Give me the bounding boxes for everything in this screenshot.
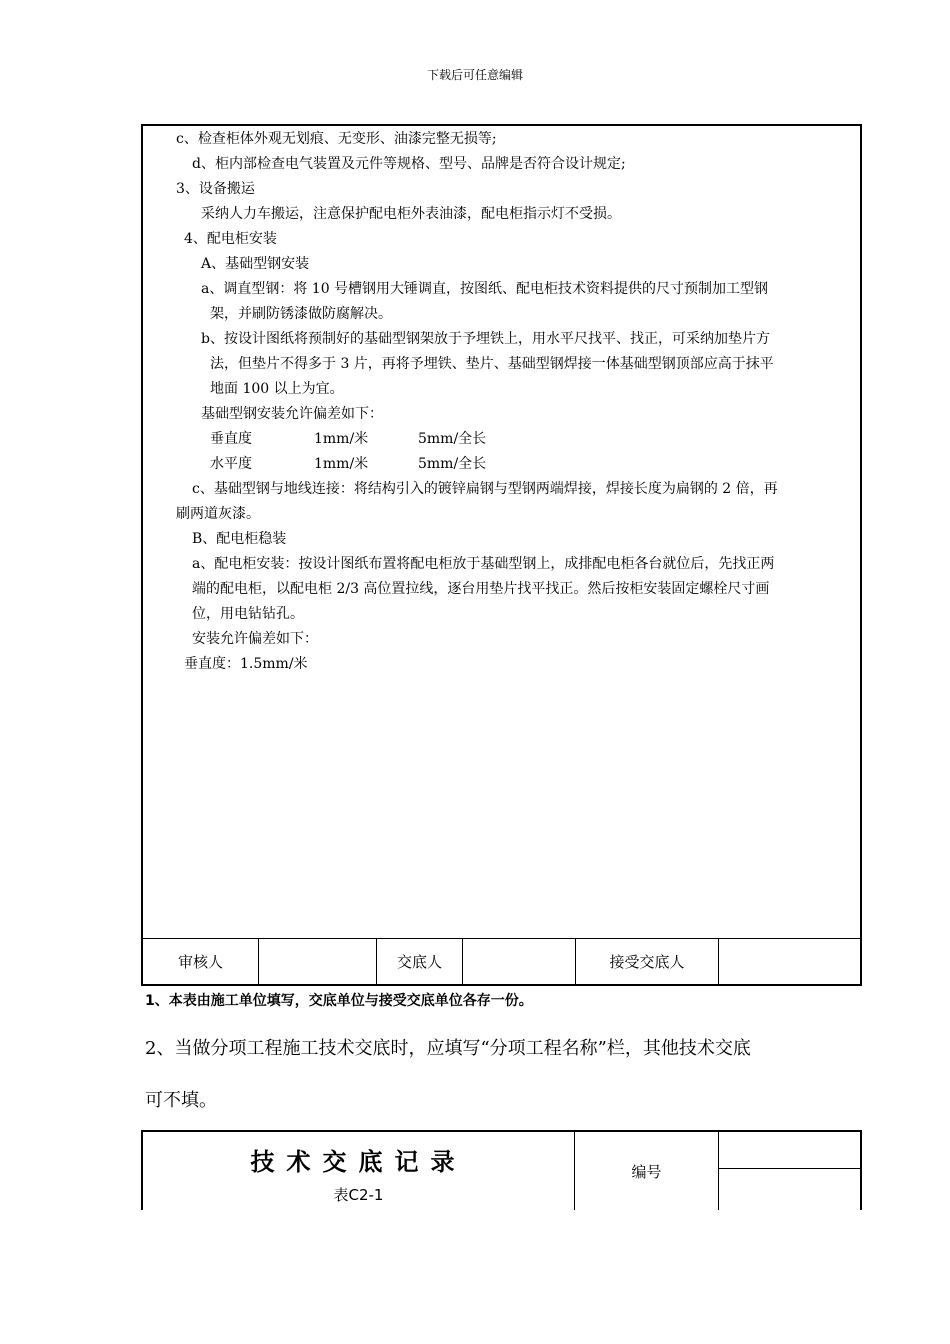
body-line: d、柜内部检查电气装置及元件等规格、型号、品牌是否符合设计规定; — [192, 156, 626, 172]
body-line: 4、配电柜安装 — [184, 231, 277, 247]
body-line: b、按设计图纸将预制好的基础型钢架放于予埋铁上，用水平尺找平、找正，可采纳加垫片方 — [201, 331, 770, 347]
tolerance-label: 垂直度 — [210, 431, 252, 447]
signature-row — [143, 938, 860, 984]
tolerance-total: 5mm/全长 — [418, 431, 487, 447]
discloser-label: 交底人 — [377, 939, 463, 984]
body-line: a、调直型钢：将 10 号槽钢用大锤调直，按图纸、配电柜技术资料提供的尺寸预制加工型钢 — [201, 281, 769, 297]
body-line: 架，并刷防锈漆做防腐解决。 — [210, 306, 392, 322]
body-line: 安装允许偏差如下： — [192, 631, 318, 647]
body-line: c、基础型钢与地线连接：将结构引入的镀锌扁钢与型钢两端焊接，焊接长度为扁钢的 2 倍，再 — [192, 481, 778, 497]
discloser-signature-field[interactable] — [463, 939, 576, 984]
tolerance-total: 5mm/全长 — [418, 456, 487, 472]
footnote-2: 2、当做分项工程施工技术交底时，应填写“分项工程名称”栏，其他技术交底 — [145, 1038, 751, 1059]
body-line: 3、设备搬运 — [176, 181, 255, 197]
body-line: A、基础型钢安装 — [201, 256, 310, 272]
body-line: c、检查柜体外观无划痕、无变形、油漆完整无损等; — [176, 131, 497, 147]
footnote-3: 可不填。 — [145, 1090, 217, 1111]
form-title-cell — [143, 1132, 575, 1210]
body-line: 采纳人力车搬运，注意保护配电柜外表油漆，配电柜指示灯不受损。 — [201, 206, 621, 222]
receiver-label: 接受交底人 — [576, 939, 719, 984]
body-line: a、配电柜安装：按设计图纸布置将配电柜放于基础型钢上，成排配电柜各台就位后，先找正两 — [192, 556, 775, 572]
tolerance-value: 1mm/米 — [314, 456, 369, 472]
disclosure-content-box — [141, 124, 862, 986]
body-line: 地面 100 以上为宜。 — [210, 381, 344, 397]
tolerance-value: 1mm/米 — [314, 431, 369, 447]
header-note: 下载后可任意编辑 — [426, 68, 523, 82]
body-line: 位，用电钻钻孔。 — [192, 606, 304, 622]
form-header — [141, 1130, 862, 1210]
form-code: 表C2-1 — [333, 1186, 384, 1204]
number-field-2[interactable] — [719, 1169, 860, 1210]
receiver-signature-field[interactable] — [719, 939, 860, 984]
footnote-1: 1、本表由施工单位填写，交底单位与接受交底单位各存一份。 — [145, 993, 533, 1009]
reviewer-signature-field[interactable] — [259, 939, 377, 984]
number-field-1[interactable] — [719, 1132, 860, 1169]
reviewer-label: 审核人 — [143, 939, 259, 984]
body-line: 基础型钢安装允许偏差如下： — [201, 406, 383, 422]
body-line: 法，但垫片不得多于 3 片，再将予埋铁、垫片、基础型钢焊接一体基础型钢顶部应高于抹平 — [210, 356, 774, 372]
body-line: B、配电柜稳装 — [192, 531, 287, 547]
number-label: 编号 — [575, 1132, 719, 1210]
body-line: 刷两道灰漆。 — [176, 506, 260, 522]
number-fields — [719, 1132, 860, 1210]
body-line: 垂直度：1.5mm/米 — [184, 656, 308, 672]
tolerance-label: 水平度 — [210, 456, 252, 472]
disclosure-content — [143, 126, 860, 942]
body-line: 端的配电柜，以配电柜 2/3 高位置拉线，逐台用垫片找平找正。然后按柜安装固定螺栓尺寸画 — [192, 581, 770, 597]
form-title: 技术交底记录 — [250, 1148, 467, 1176]
